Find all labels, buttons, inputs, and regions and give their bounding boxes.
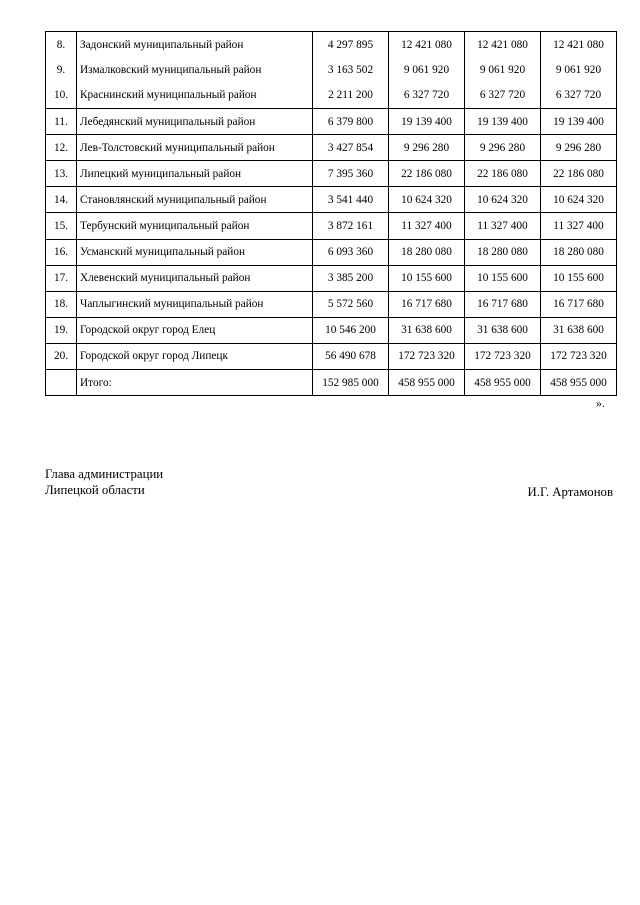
row-number: 9. — [46, 57, 77, 83]
total-row — [46, 370, 617, 396]
value-col-4: 10 155 600 — [541, 265, 617, 291]
value-col-1: 5 572 560 — [313, 291, 389, 317]
signer-name: И.Г. Артамонов — [527, 485, 613, 499]
value-col-2: 9 296 280 — [389, 135, 465, 161]
district-name: Лев-Толстовский муниципальный район — [77, 135, 313, 161]
table-row — [46, 109, 617, 135]
value-col-2: 10 155 600 — [389, 265, 465, 291]
district-name: Хлевенский муниципальный район — [77, 265, 313, 291]
row-number: 13. — [46, 161, 77, 187]
value-col-2: 10 624 320 — [389, 187, 465, 213]
allocation-table — [45, 31, 617, 396]
value-col-2: 9 061 920 — [389, 57, 465, 83]
table-row — [46, 343, 617, 369]
value-col-1: 56 490 678 — [313, 343, 389, 369]
district-name: Усманский муниципальный район — [77, 239, 313, 265]
table-row — [46, 32, 617, 58]
district-name: Городской округ город Липецк — [77, 343, 313, 369]
closing-quote-mark: ». — [596, 396, 605, 410]
district-name: Липецкий муниципальный район — [77, 161, 313, 187]
signature-title — [45, 466, 163, 498]
row-number: 15. — [46, 213, 77, 239]
value-col-3: 10 155 600 — [465, 265, 541, 291]
row-number: 14. — [46, 187, 77, 213]
table-body — [46, 32, 617, 396]
value-col-2: 172 723 320 — [389, 343, 465, 369]
value-col-2: 19 139 400 — [389, 109, 465, 135]
row-number — [46, 370, 77, 396]
value-col-3: 6 327 720 — [465, 83, 541, 109]
table-row — [46, 265, 617, 291]
district-name: Лебедянский муниципальный район — [77, 109, 313, 135]
value-col-3: 10 624 320 — [465, 187, 541, 213]
district-name: Тербунский муниципальный район — [77, 213, 313, 239]
value-col-1: 3 427 854 — [313, 135, 389, 161]
district-name: Задонский муниципальный район — [77, 32, 313, 58]
table-row — [46, 57, 617, 83]
table-row — [46, 317, 617, 343]
value-col-4: 12 421 080 — [541, 32, 617, 58]
district-name: Чаплыгинский муниципальный район — [77, 291, 313, 317]
district-name: Измалковский муниципальный район — [77, 57, 313, 83]
table-row — [46, 291, 617, 317]
row-number: 8. — [46, 32, 77, 58]
value-col-1: 3 872 161 — [313, 213, 389, 239]
value-col-1: 152 985 000 — [313, 370, 389, 396]
value-col-3: 9 296 280 — [465, 135, 541, 161]
value-col-1: 3 541 440 — [313, 187, 389, 213]
table-row — [46, 239, 617, 265]
value-col-3: 22 186 080 — [465, 161, 541, 187]
value-col-4: 10 624 320 — [541, 187, 617, 213]
value-col-4: 22 186 080 — [541, 161, 617, 187]
district-name: Становлянский муниципальный район — [77, 187, 313, 213]
value-col-4: 172 723 320 — [541, 343, 617, 369]
value-col-3: 172 723 320 — [465, 343, 541, 369]
value-col-1: 3 163 502 — [313, 57, 389, 83]
value-col-4: 16 717 680 — [541, 291, 617, 317]
value-col-1: 6 379 800 — [313, 109, 389, 135]
value-col-2: 12 421 080 — [389, 32, 465, 58]
value-col-3: 31 638 600 — [465, 317, 541, 343]
value-col-2: 458 955 000 — [389, 370, 465, 396]
value-col-4: 19 139 400 — [541, 109, 617, 135]
value-col-3: 18 280 080 — [465, 239, 541, 265]
value-col-4: 9 061 920 — [541, 57, 617, 83]
table-row — [46, 83, 617, 109]
district-name: Городской округ город Елец — [77, 317, 313, 343]
signature-title-line2: Липецкой области — [45, 483, 145, 497]
row-number: 20. — [46, 343, 77, 369]
value-col-3: 19 139 400 — [465, 109, 541, 135]
value-col-4: 18 280 080 — [541, 239, 617, 265]
row-number: 16. — [46, 239, 77, 265]
value-col-3: 16 717 680 — [465, 291, 541, 317]
row-number: 17. — [46, 265, 77, 291]
value-col-1: 3 385 200 — [313, 265, 389, 291]
district-name: Краснинский муниципальный район — [77, 83, 313, 109]
row-number: 12. — [46, 135, 77, 161]
value-col-4: 458 955 000 — [541, 370, 617, 396]
row-number: 10. — [46, 83, 77, 109]
signature-title-line1: Глава администрации — [45, 467, 164, 481]
value-col-3: 12 421 080 — [465, 32, 541, 58]
district-name: Итого: — [77, 370, 313, 396]
value-col-1: 10 546 200 — [313, 317, 389, 343]
table-row — [46, 135, 617, 161]
value-col-3: 9 061 920 — [465, 57, 541, 83]
table-row — [46, 187, 617, 213]
table-row — [46, 213, 617, 239]
row-number: 19. — [46, 317, 77, 343]
value-col-2: 18 280 080 — [389, 239, 465, 265]
row-number: 11. — [46, 109, 77, 135]
value-col-4: 11 327 400 — [541, 213, 617, 239]
value-col-4: 9 296 280 — [541, 135, 617, 161]
value-col-3: 458 955 000 — [465, 370, 541, 396]
value-col-2: 16 717 680 — [389, 291, 465, 317]
value-col-3: 11 327 400 — [465, 213, 541, 239]
value-col-4: 6 327 720 — [541, 83, 617, 109]
value-col-2: 31 638 600 — [389, 317, 465, 343]
table-row — [46, 161, 617, 187]
value-col-2: 6 327 720 — [389, 83, 465, 109]
value-col-1: 7 395 360 — [313, 161, 389, 187]
value-col-1: 2 211 200 — [313, 83, 389, 109]
row-number: 18. — [46, 291, 77, 317]
value-col-2: 11 327 400 — [389, 213, 465, 239]
value-col-1: 4 297 895 — [313, 32, 389, 58]
value-col-4: 31 638 600 — [541, 317, 617, 343]
value-col-2: 22 186 080 — [389, 161, 465, 187]
value-col-1: 6 093 360 — [313, 239, 389, 265]
